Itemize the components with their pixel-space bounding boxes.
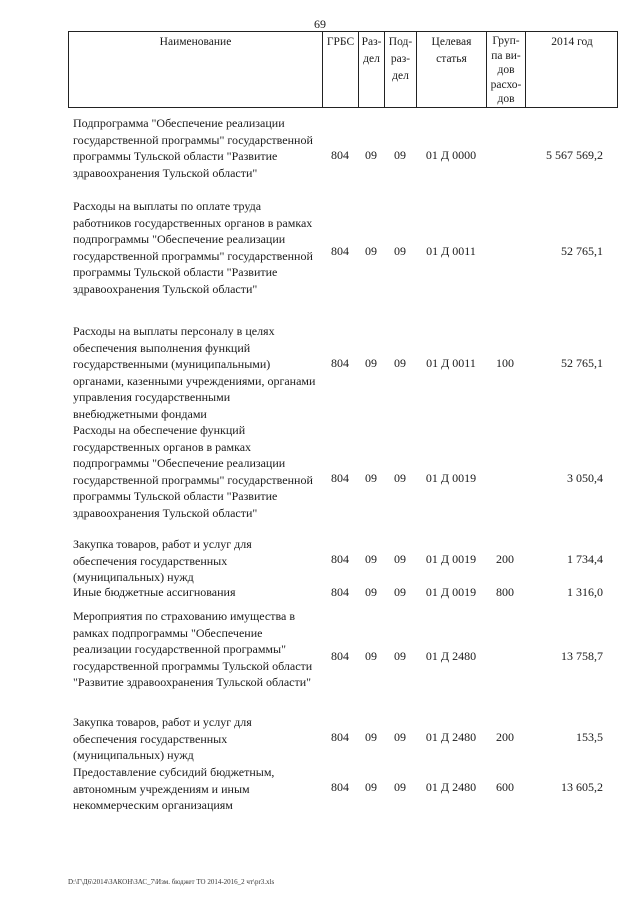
row-name: Расходы на обеспечение функций государственных органов в рамках подпрограммы "Обеспечение реализации государственной программы" государственной программы Тульской области "Развитие здравоохранения Тульской области" (73, 423, 313, 520)
header-csr-cell (416, 32, 486, 107)
row-grbs: 804 (331, 730, 349, 744)
row-grbs: 804 (331, 148, 349, 162)
row-podrazdel: 09 (394, 356, 406, 370)
row-grbs: 804 (331, 780, 349, 794)
row-name: Иные бюджетные ассигнования (73, 585, 236, 599)
page-number: 69 (314, 17, 326, 31)
row-target-article: 01 Д 2480 (425, 780, 477, 794)
header-csr-line1: Целевая (431, 36, 472, 48)
row-expense-group: 100 (496, 356, 514, 370)
row-name: Расходы на выплаты персоналу в целях обеспечения выполнения функций государственными (муниципальными) органами, казенными учреждениями, органами управления государственными внебюджетными фондами (73, 324, 316, 421)
row-amount-2014: 13 758,7 (561, 649, 603, 663)
row-expense-group: 200 (496, 552, 514, 566)
row-amount-2014: 3 050,4 (567, 471, 603, 485)
header-year: 2014 год (551, 36, 593, 48)
row-razdel: 09 (365, 649, 377, 663)
header-razdel-line2: дел (363, 53, 380, 65)
row-target-article: 01 Д 0019 (425, 471, 477, 485)
row-razdel: 09 (365, 585, 377, 599)
row-target-article: 01 Д 0019 (425, 552, 477, 566)
row-expense-group: 600 (496, 780, 514, 794)
header-vr-line1: Груп- (492, 35, 520, 47)
row-name: Подпрограмма "Обеспечение реализации государственной программы" государственной программы Тульской области "Развитие здравоохранения Тульской области" (73, 116, 313, 180)
row-amount-2014: 13 605,2 (561, 780, 603, 794)
row-expense-group: 200 (496, 730, 514, 744)
row-amount-2014: 5 567 569,2 (546, 148, 603, 162)
header-year-cell (525, 32, 618, 107)
row-razdel: 09 (365, 552, 377, 566)
row-target-article: 01 Д 0011 (426, 356, 476, 370)
header-vr-line3: дов (497, 64, 515, 76)
header-vr-cell (486, 32, 525, 107)
row-grbs: 804 (331, 356, 349, 370)
row-name: Предоставление субсидий бюджетным, автономным учреждениям и иным некоммерческим организациям (73, 765, 275, 813)
row-amount-2014: 1 316,0 (567, 585, 603, 599)
row-razdel: 09 (365, 356, 377, 370)
header-vr-line5: дов (497, 93, 515, 105)
row-razdel: 09 (365, 780, 377, 794)
header-podrazdel-line3: дел (392, 70, 409, 82)
row-podrazdel: 09 (394, 148, 406, 162)
row-target-article: 01 Д 0019 (425, 585, 477, 599)
row-podrazdel: 09 (394, 649, 406, 663)
row-name: Мероприятия по страхованию имущества в рамках подпрограммы "Обеспечение реализации государственной программы" государственной программы Тульской области "Развитие здравоохранения Тульской области" (73, 609, 313, 690)
file-path-footer: D:\Г\Д6\2014\ЗАКОН\ЗАС_7\Изм. бюджет ТО 2014-2016_2 чт\pr3.xls (68, 878, 275, 886)
row-amount-2014: 52 765,1 (561, 356, 603, 370)
row-podrazdel: 09 (394, 585, 406, 599)
row-name: Расходы на выплаты по оплате труда работников государственных органов в рамках подпрограммы "Обеспечение реализации государственной программы" государственной программы Тульской области "Развитие здравоохранения Тульской области" (73, 199, 313, 296)
row-grbs: 804 (331, 649, 349, 663)
header-podrazdel-cell (384, 32, 416, 107)
header-vr-line2: па ви- (491, 49, 521, 62)
row-target-article: 01 Д 0011 (426, 244, 476, 258)
header-name: Наименование (159, 36, 232, 48)
row-razdel: 09 (365, 471, 377, 485)
row-grbs: 804 (331, 585, 349, 599)
row-target-article: 01 Д 0000 (425, 148, 477, 162)
row-podrazdel: 09 (394, 552, 406, 566)
row-amount-2014: 1 734,4 (567, 552, 603, 566)
header-name-cell (69, 32, 322, 107)
row-expense-group: 800 (496, 585, 514, 599)
row-target-article: 01 Д 2480 (425, 649, 477, 663)
header-grbs: ГРБС (326, 36, 355, 48)
row-target-article: 01 Д 2480 (425, 730, 477, 744)
row-razdel: 09 (365, 148, 377, 162)
row-podrazdel: 09 (394, 471, 406, 485)
row-podrazdel: 09 (394, 780, 406, 794)
row-razdel: 09 (365, 244, 377, 258)
header-razdel-line1: Раз- (361, 36, 382, 48)
row-amount-2014: 153,5 (576, 730, 603, 744)
row-razdel: 09 (365, 730, 377, 744)
header-podrazdel-line2: раз- (390, 53, 411, 65)
table-header (68, 31, 618, 108)
header-grbs-cell (322, 32, 358, 107)
row-name: Закупка товаров, работ и услуг для обеспечения государственных (муниципальных) нужд (73, 715, 252, 763)
row-podrazdel: 09 (394, 730, 406, 744)
header-csr-line2: статья (436, 53, 467, 65)
row-grbs: 804 (331, 244, 349, 258)
row-amount-2014: 52 765,1 (561, 244, 603, 258)
row-podrazdel: 09 (394, 244, 406, 258)
row-grbs: 804 (331, 471, 349, 485)
row-name: Закупка товаров, работ и услуг для обеспечения государственных (муниципальных) нужд (73, 537, 252, 585)
row-grbs: 804 (331, 552, 349, 566)
header-razdel-cell (358, 32, 384, 107)
header-vr-line4: расхо- (490, 78, 522, 91)
header-podrazdel-line1: Под- (388, 36, 413, 48)
